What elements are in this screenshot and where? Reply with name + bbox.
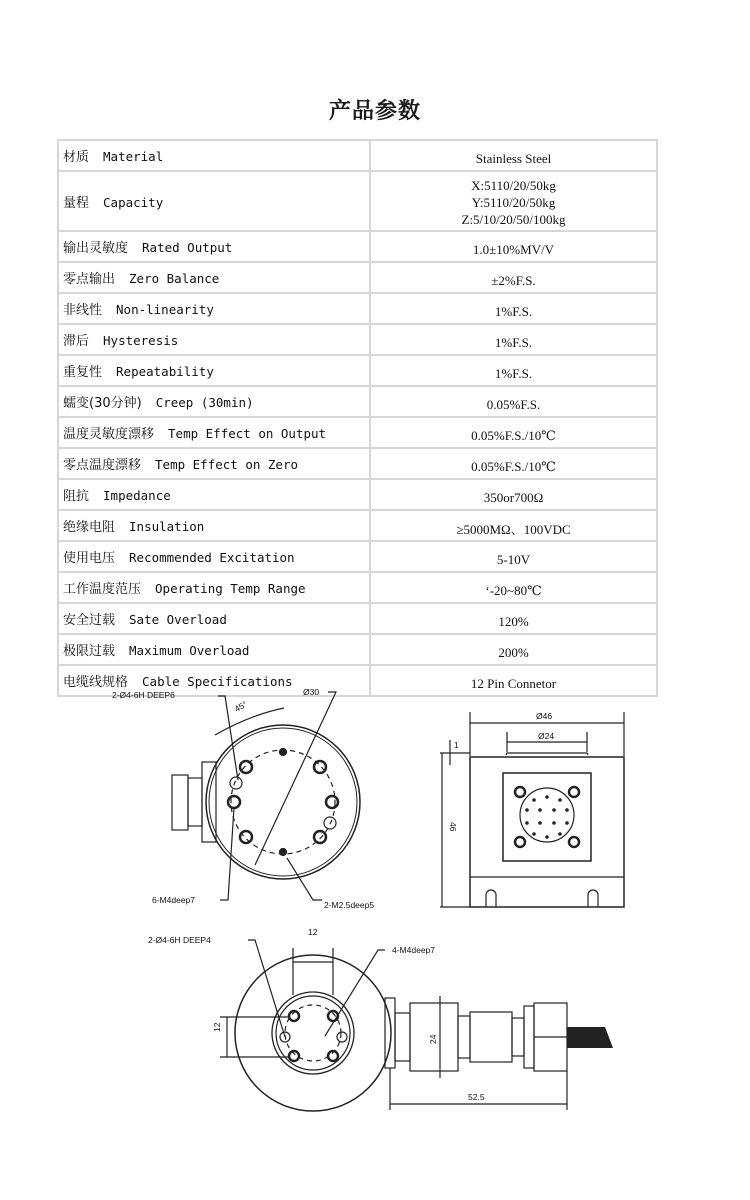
spec-value-cell: ≥5000MΩ、100VDC xyxy=(370,510,657,541)
spec-label-en: Operating Temp Range xyxy=(155,581,306,596)
spec-value-cell: 12 Pin Connetor xyxy=(370,665,657,696)
spec-label-cn: 重复性 xyxy=(63,365,103,380)
label-top-threads: 6-M4deep7 xyxy=(152,895,196,905)
spec-label-en: Rated Output xyxy=(142,240,233,255)
spec-label-cell xyxy=(58,231,370,262)
spec-label-cn: 工作温度范压 xyxy=(63,582,142,597)
spec-label-cn: 零点温度漂移 xyxy=(63,458,142,473)
spec-value-cell: 1%F.S. xyxy=(370,324,657,355)
spec-label-en: Cable Specifications xyxy=(142,674,293,689)
spec-label-en: Insulation xyxy=(129,519,205,534)
spec-label-en: Zero Balance xyxy=(129,271,220,286)
spec-label-cell xyxy=(58,603,370,634)
spec-label-en: Sate Overload xyxy=(129,612,227,627)
spec-label-cell xyxy=(58,386,370,417)
spec-value-cell: 120% xyxy=(370,603,657,634)
label-bottom-holes: 2-Ø4-6H DEEP4 xyxy=(148,935,211,945)
label-bottom-spacing-v: 12 xyxy=(212,1022,222,1032)
spec-label-cell xyxy=(58,293,370,324)
spec-label-cn: 使用电压 xyxy=(63,551,116,566)
spec-row xyxy=(58,572,657,603)
spec-label-cn: 非线性 xyxy=(63,303,103,318)
spec-value-cell: 1%F.S. xyxy=(370,293,657,324)
label-side-step: 1 xyxy=(454,740,459,750)
spec-value-cell: 0.05%F.S./10℃ xyxy=(370,417,657,448)
spec-label-en: Impedance xyxy=(103,488,171,503)
spec-label-cn: 温度灵敏度漂移 xyxy=(63,427,155,442)
side-view-drawing xyxy=(420,690,650,920)
spec-row xyxy=(58,355,657,386)
spec-row xyxy=(58,386,657,417)
label-side-inner-diameter: Ø24 xyxy=(538,731,555,741)
label-top-diameter: Ø30 xyxy=(303,687,320,697)
spec-label-cn: 阻抗 xyxy=(63,489,90,504)
spec-label-cell xyxy=(58,572,370,603)
spec-label-cell xyxy=(58,324,370,355)
spec-row xyxy=(58,324,657,355)
spec-label-cell xyxy=(58,479,370,510)
label-bottom-connector-dia: 24 xyxy=(428,1034,438,1044)
spec-label-cn: 安全过载 xyxy=(63,613,116,628)
spec-label-en: Temp Effect on Zero xyxy=(155,457,299,472)
spec-row xyxy=(58,293,657,324)
spec-row xyxy=(58,417,657,448)
spec-label-cell xyxy=(58,171,370,231)
spec-label-cell xyxy=(58,541,370,572)
spec-row xyxy=(58,262,657,293)
spec-label-en: Maximum Overload xyxy=(129,643,250,658)
spec-label-cn: 量程 xyxy=(63,195,90,211)
spec-label-cell xyxy=(58,634,370,665)
spec-row xyxy=(58,541,657,572)
spec-label-cn: 输出灵敏度 xyxy=(63,241,129,256)
spec-value-cell: 1.0±10%MV/V xyxy=(370,231,657,262)
spec-label-en: Hysteresis xyxy=(103,333,179,348)
page-title: 产品参数 xyxy=(328,99,421,124)
top-view-drawing xyxy=(100,680,400,910)
spec-label-cell xyxy=(58,448,370,479)
label-bottom-connector-len: 52.5 xyxy=(468,1092,485,1102)
spec-table xyxy=(57,139,658,697)
spec-label-cn: 极限过载 xyxy=(63,644,116,659)
spec-row xyxy=(58,231,657,262)
label-top-angle: 45° xyxy=(232,698,249,714)
spec-row xyxy=(58,448,657,479)
spec-label-cn: 材质 xyxy=(63,150,90,165)
spec-value-line: Z:5/10/20/50/100kg xyxy=(461,211,566,227)
spec-label-en: Non-linearity xyxy=(116,302,214,317)
spec-label-en: Capacity xyxy=(103,194,164,210)
label-bottom-spacing-h: 12 xyxy=(308,927,318,937)
spec-value-cell: ‘-20~80℃ xyxy=(370,572,657,603)
spec-value-cell: Stainless Steel xyxy=(370,140,657,171)
spec-value-line: Y:5110/20/50kg xyxy=(471,194,556,210)
spec-value-cell: 350or700Ω xyxy=(370,479,657,510)
spec-label-cell xyxy=(58,510,370,541)
spec-row xyxy=(58,634,657,665)
spec-value-line: X:5110/20/50kg xyxy=(471,177,556,193)
spec-label-en: Creep (30min) xyxy=(155,395,254,410)
spec-label-cell xyxy=(58,355,370,386)
spec-value-cell: 200% xyxy=(370,634,657,665)
spec-value-cell: ±2%F.S. xyxy=(370,262,657,293)
bottom-view-drawing xyxy=(130,920,620,1120)
spec-label-cn: 蠕变(30分钟) xyxy=(63,396,142,411)
spec-label-cn: 滞后 xyxy=(63,334,90,349)
spec-label-cn: 零点输出 xyxy=(63,272,116,287)
label-side-height: 46 xyxy=(448,822,458,832)
label-top-small-threads: 2-M2.5deep5 xyxy=(324,900,375,910)
spec-row xyxy=(58,479,657,510)
label-side-outer-diameter: Ø46 xyxy=(536,711,553,721)
spec-value-cell xyxy=(370,171,657,231)
spec-value-cell: 0.05%F.S./10℃ xyxy=(370,448,657,479)
spec-row xyxy=(58,510,657,541)
spec-label-cn: 绝缘电阻 xyxy=(63,520,116,535)
label-top-holes: 2-Ø4-6H DEEP6 xyxy=(112,690,175,700)
spec-label-en: Temp Effect on Output xyxy=(168,426,327,441)
spec-row xyxy=(58,171,657,231)
spec-label-cn: 电缆线规格 xyxy=(63,675,129,690)
spec-label-cell xyxy=(58,262,370,293)
spec-label-cell xyxy=(58,417,370,448)
spec-value-cell: 0.05%F.S. xyxy=(370,386,657,417)
spec-value-cell: 5-10V xyxy=(370,541,657,572)
label-bottom-threads: 4-M4deep7 xyxy=(392,945,436,955)
spec-label-en: Recommended Excitation xyxy=(129,550,295,565)
spec-label-en: Repeatability xyxy=(116,364,214,379)
spec-value-cell: 1%F.S. xyxy=(370,355,657,386)
spec-row xyxy=(58,140,657,171)
spec-row xyxy=(58,603,657,634)
spec-label-cell xyxy=(58,140,370,171)
spec-label-en: Material xyxy=(103,149,164,164)
